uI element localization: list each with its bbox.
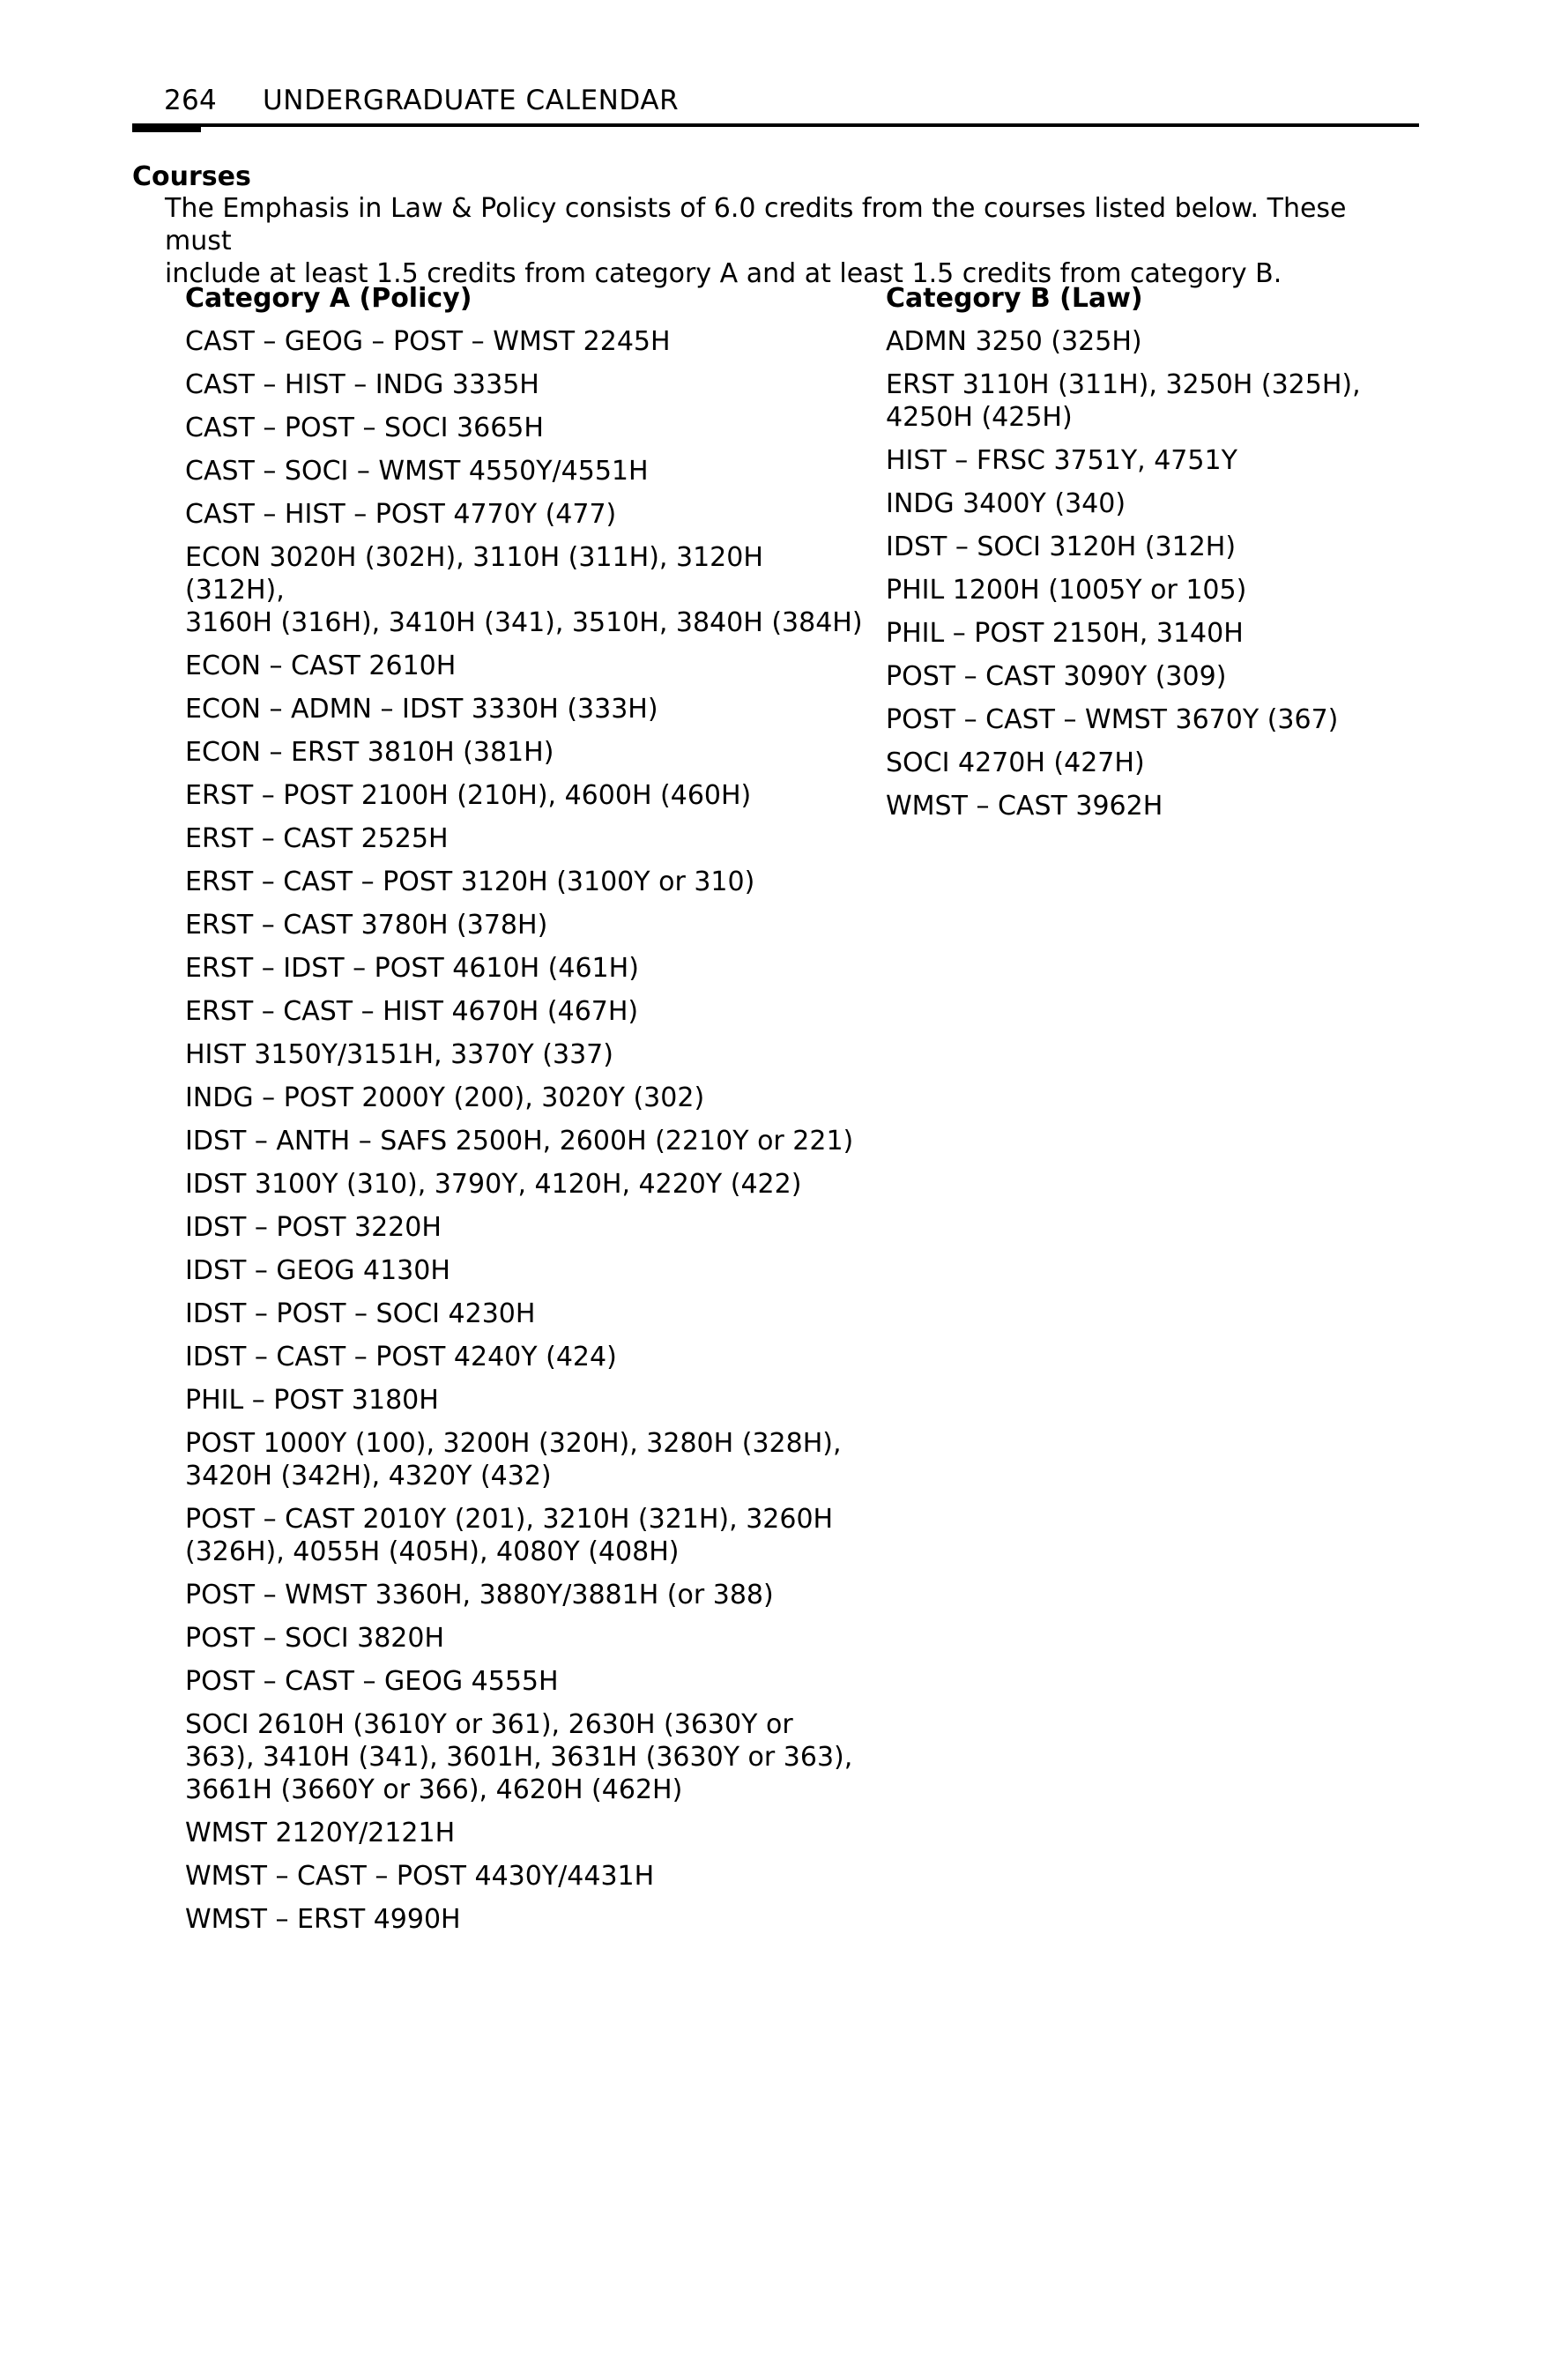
course-list-item: WMST – CAST – POST 4430Y/4431H: [185, 1861, 655, 1892]
intro-line: include at least 1.5 credits from category A and at least 1.5 credits from category B.: [165, 258, 1282, 289]
course-list-item: PHIL 1200H (1005Y or 105): [886, 575, 1247, 606]
course-list-item: IDST 3100Y (310), 3790Y, 4120H, 4220Y (422): [185, 1169, 802, 1200]
category-b-course-list: [886, 325, 1415, 822]
course-list-item: IDST – SOCI 3120H (312H): [886, 532, 1237, 562]
page-header: [132, 85, 1419, 125]
course-list-item: CAST – POST – SOCI 3665H: [185, 413, 544, 443]
course-list-item: ERST – POST 2100H (210H), 4600H (460H): [185, 780, 752, 811]
course-list-item: WMST 2120Y/2121H: [185, 1818, 456, 1848]
course-list-item: ECON – ERST 3810H (381H): [185, 737, 554, 768]
course-list-item: SOCI 4270H (427H): [886, 747, 1145, 778]
category-a-heading: Category A (Policy): [185, 283, 472, 314]
course-list-item: ERST – CAST – POST 3120H (3100Y or 310): [185, 866, 755, 897]
course-list-item: ECON – CAST 2610H: [185, 651, 457, 681]
course-list-item: ADMN 3250 (325H): [886, 326, 1142, 357]
course-list-item: WMST – ERST 4990H: [185, 1904, 461, 1935]
course-list-item: POST – CAST 3090Y (309): [886, 661, 1227, 692]
category-a-column: [185, 282, 864, 1946]
course-list-item: CAST – HIST – POST 4770Y (477): [185, 499, 617, 530]
course-list-item: INDG 3400Y (340): [886, 488, 1126, 519]
course-list-item: IDST – GEOG 4130H: [185, 1255, 450, 1286]
course-list-item: HIST 3150Y/3151H, 3370Y (337): [185, 1039, 613, 1070]
section-heading: Courses: [132, 161, 251, 192]
page-number: 264: [164, 85, 218, 116]
running-head: UNDERGRADUATE CALENDAR: [263, 85, 680, 116]
header-tab-block: [132, 123, 201, 132]
course-list-item: IDST – POST 3220H: [185, 1212, 442, 1243]
course-list-item: CAST – HIST – INDG 3335H: [185, 369, 539, 400]
course-list-item: HIST – FRSC 3751Y, 4751Y: [886, 445, 1237, 476]
course-list-item: CAST – SOCI – WMST 4550Y/4551H: [185, 456, 649, 487]
course-list-item: ECON 3020H (302H), 3110H (311H), 3120H (312H), 3160H (316H), 3410H (341), 3510H, 3840H (384H): [185, 542, 863, 638]
header-rule: [132, 123, 1419, 127]
course-list-item: SOCI 2610H (3610Y or 361), 2630H (3630Y or 363), 3410H (341), 3601H, 3631H (3630Y or 363), 3661H (3660Y or 366), 4620H (462H): [185, 1709, 853, 1805]
course-list-item: WMST – CAST 3962H: [886, 791, 1163, 822]
course-list-item: ERST – CAST 3780H (378H): [185, 910, 548, 941]
course-list-item: PHIL – POST 3180H: [185, 1385, 439, 1416]
intro-paragraph: [165, 192, 1399, 290]
category-b-heading: Category B (Law): [886, 283, 1143, 314]
course-list-item: POST 1000Y (100), 3200H (320H), 3280H (328H), 3420H (342H), 4320Y (432): [185, 1428, 842, 1491]
course-list-item: POST – CAST – WMST 3670Y (367): [886, 704, 1339, 735]
course-list-item: IDST – POST – SOCI 4230H: [185, 1298, 536, 1329]
course-list-item: POST – CAST – GEOG 4555H: [185, 1666, 559, 1697]
course-list-item: POST – CAST 2010Y (201), 3210H (321H), 3260H (326H), 4055H (405H), 4080Y (408H): [185, 1504, 834, 1567]
course-list-item: CAST – GEOG – POST – WMST 2245H: [185, 326, 671, 357]
course-list-item: INDG – POST 2000Y (200), 3020Y (302): [185, 1082, 705, 1113]
course-list-item: ERST 3110H (311H), 3250H (325H), 4250H (425H): [886, 369, 1361, 433]
intro-line: The Emphasis in Law & Policy consists of 6.0 credits from the courses listed below. These must: [165, 193, 1347, 257]
course-list-item: POST – SOCI 3820H: [185, 1623, 445, 1654]
course-list-item: ERST – CAST 2525H: [185, 823, 449, 854]
course-list-item: ECON – ADMN – IDST 3330H (333H): [185, 694, 658, 725]
course-list-item: ERST – IDST – POST 4610H (461H): [185, 953, 639, 984]
course-list-item: IDST – ANTH – SAFS 2500H, 2600H (2210Y or 221): [185, 1126, 854, 1157]
category-b-column: [886, 282, 1415, 833]
category-a-course-list: [185, 325, 864, 1936]
course-list-item: POST – WMST 3360H, 3880Y/3881H (or 388): [185, 1580, 774, 1610]
course-list-item: IDST – CAST – POST 4240Y (424): [185, 1342, 617, 1372]
course-list-item: PHIL – POST 2150H, 3140H: [886, 618, 1244, 649]
course-list-item: ERST – CAST – HIST 4670H (467H): [185, 996, 639, 1027]
